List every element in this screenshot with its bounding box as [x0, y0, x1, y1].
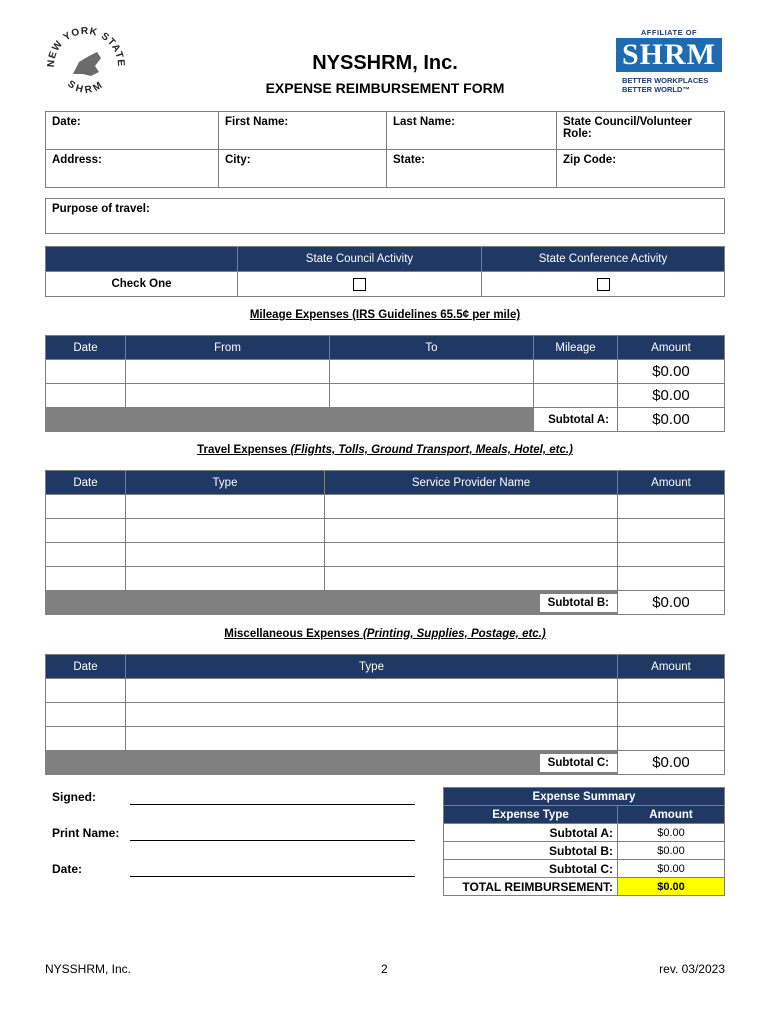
misc-type-cell[interactable] [126, 703, 618, 727]
travel-col-provider: Service Provider Name [325, 471, 618, 495]
form-title: EXPENSE REIMBURSEMENT FORM [265, 80, 505, 96]
mileage-col-from: From [126, 336, 330, 360]
print-name-label: Print Name: [52, 826, 120, 840]
zip-field[interactable]: Zip Code: [557, 150, 725, 188]
travel-amount-cell[interactable] [618, 495, 725, 519]
table-row [46, 360, 725, 384]
nys-logo-arc-text: NEW YORK STATE [45, 25, 127, 68]
gray-cell [126, 591, 325, 615]
travel-date-cell[interactable] [46, 567, 126, 591]
summary-subtotal-c-value: $0.00 [618, 860, 725, 878]
state-conference-cell [482, 272, 725, 297]
purpose-of-travel-field[interactable]: Purpose of travel: [45, 198, 725, 234]
state-conference-checkbox[interactable] [597, 278, 610, 291]
misc-type-cell[interactable] [126, 679, 618, 703]
mileage-amount-cell: $0.00 [618, 360, 725, 384]
travel-col-type: Type [126, 471, 325, 495]
misc-date-cell[interactable] [46, 679, 126, 703]
summary-subtotal-c-label: Subtotal C: [444, 860, 618, 878]
gray-cell [330, 408, 534, 432]
subtotal-a-label: Subtotal A: [534, 408, 618, 432]
mileage-col-to: To [330, 336, 534, 360]
state-conference-activity-header: State Conference Activity [482, 247, 725, 272]
state-council-cell [238, 272, 482, 297]
summary-title: Expense Summary [444, 788, 725, 806]
gray-cell [46, 408, 126, 432]
summary-subtotal-a-label: Subtotal A: [444, 824, 618, 842]
table-row [46, 519, 725, 543]
misc-col-type: Type [126, 655, 618, 679]
mileage-miles-cell[interactable] [534, 360, 618, 384]
shrm-wordmark: SHRM [616, 38, 722, 72]
travel-provider-cell[interactable] [325, 543, 618, 567]
signed-label: Signed: [52, 790, 96, 804]
shrm-tagline: BETTER WORKPLACES BETTER WORLD™ [622, 76, 709, 94]
summary-subtotal-b-value: $0.00 [618, 842, 725, 860]
print-name-line[interactable] [130, 840, 415, 841]
travel-provider-cell[interactable] [325, 567, 618, 591]
summary-col-amount: Amount [618, 806, 725, 824]
misc-col-date: Date [46, 655, 126, 679]
table-row [46, 384, 725, 408]
table-row [46, 679, 725, 703]
travel-amount-cell[interactable] [618, 519, 725, 543]
misc-table [45, 654, 725, 775]
subtotal-b-value: $0.00 [618, 591, 725, 615]
travel-type-cell[interactable] [126, 519, 325, 543]
subtotal-b-label: Subtotal B: [325, 591, 618, 615]
misc-date-cell[interactable] [46, 703, 126, 727]
travel-table [45, 470, 725, 615]
subtotal-c-label: Subtotal C: [126, 751, 618, 775]
org-title: NYSSHRM, Inc. [312, 52, 458, 74]
table-row [444, 824, 725, 842]
mileage-from-cell[interactable] [126, 360, 330, 384]
mileage-date-cell[interactable] [46, 360, 126, 384]
subtotal-c-value: $0.00 [618, 751, 725, 775]
travel-amount-cell[interactable] [618, 543, 725, 567]
mileage-to-cell[interactable] [330, 360, 534, 384]
last-name-field[interactable]: Last Name: [387, 112, 557, 150]
mileage-date-cell[interactable] [46, 384, 126, 408]
footer-org: NYSSHRM, Inc. [45, 962, 132, 976]
signed-line[interactable] [130, 804, 415, 805]
travel-type-cell[interactable] [126, 567, 325, 591]
gray-cell [46, 591, 126, 615]
table-row [444, 878, 725, 896]
summary-col-type: Expense Type [444, 806, 618, 824]
sign-date-label: Date: [52, 862, 83, 876]
contact-info-table [45, 111, 725, 188]
misc-amount-cell[interactable] [618, 727, 725, 751]
table-row [46, 727, 725, 751]
table-row [46, 567, 725, 591]
mileage-miles-cell[interactable] [534, 384, 618, 408]
table-row [444, 860, 725, 878]
gray-cell [126, 408, 330, 432]
footer-revision: rev. 03/2023 [659, 962, 725, 976]
city-field[interactable]: City: [219, 150, 387, 188]
subtotal-a-value: $0.00 [618, 408, 725, 432]
total-reimbursement-value: $0.00 [618, 878, 725, 896]
travel-col-amount: Amount [618, 471, 725, 495]
travel-type-cell[interactable] [126, 543, 325, 567]
misc-type-cell[interactable] [126, 727, 618, 751]
travel-provider-cell[interactable] [325, 495, 618, 519]
travel-date-cell[interactable] [46, 519, 126, 543]
activity-check-table [45, 246, 725, 297]
shrm-affiliate-text: AFFILIATE OF [640, 28, 698, 37]
state-field[interactable]: State: [387, 150, 557, 188]
nys-logo-bottom-text: SHRM [65, 78, 107, 97]
table-row [46, 495, 725, 519]
travel-type-cell[interactable] [126, 495, 325, 519]
state-council-checkbox[interactable] [353, 278, 366, 291]
summary-subtotal-b-label: Subtotal B: [444, 842, 618, 860]
role-field[interactable]: State Council/Volunteer Role: [557, 112, 725, 150]
misc-date-cell[interactable] [46, 727, 126, 751]
table-row [46, 703, 725, 727]
activity-blank-header [46, 247, 238, 272]
mileage-section-title: Mileage Expenses (IRS Guidelines 65.5¢ per mile) [249, 309, 521, 321]
expense-summary-table [443, 787, 725, 896]
travel-section-title: Travel Expenses (Flights, Tolls, Ground Transport, Meals, Hotel, etc.) [197, 444, 573, 456]
sign-date-line[interactable] [130, 876, 415, 877]
mileage-from-cell[interactable] [126, 384, 330, 408]
table-row [444, 842, 725, 860]
date-field[interactable]: Date: [46, 112, 219, 150]
mileage-col-date: Date [46, 336, 126, 360]
address-field[interactable]: Address: [46, 150, 219, 188]
page-number: 2 [381, 962, 388, 976]
table-row [46, 543, 725, 567]
misc-section-title: Miscellaneous Expenses (Printing, Supplies, Postage, etc.) [224, 628, 546, 640]
mileage-col-mileage: Mileage [534, 336, 618, 360]
total-reimbursement-label: TOTAL REIMBURSEMENT: [444, 878, 618, 896]
first-name-field[interactable]: First Name: [219, 112, 387, 150]
mileage-amount-cell: $0.00 [618, 384, 725, 408]
travel-col-date: Date [46, 471, 126, 495]
mileage-table [45, 335, 725, 432]
mileage-col-amount: Amount [618, 336, 725, 360]
gray-cell [46, 751, 126, 775]
travel-date-cell[interactable] [46, 543, 126, 567]
travel-date-cell[interactable] [46, 495, 126, 519]
misc-amount-cell[interactable] [618, 679, 725, 703]
state-council-activity-header: State Council Activity [238, 247, 482, 272]
travel-provider-cell[interactable] [325, 519, 618, 543]
misc-col-amount: Amount [618, 655, 725, 679]
travel-amount-cell[interactable] [618, 567, 725, 591]
mileage-to-cell[interactable] [330, 384, 534, 408]
misc-amount-cell[interactable] [618, 703, 725, 727]
summary-subtotal-a-value: $0.00 [618, 824, 725, 842]
check-one-label: Check One [46, 272, 238, 297]
